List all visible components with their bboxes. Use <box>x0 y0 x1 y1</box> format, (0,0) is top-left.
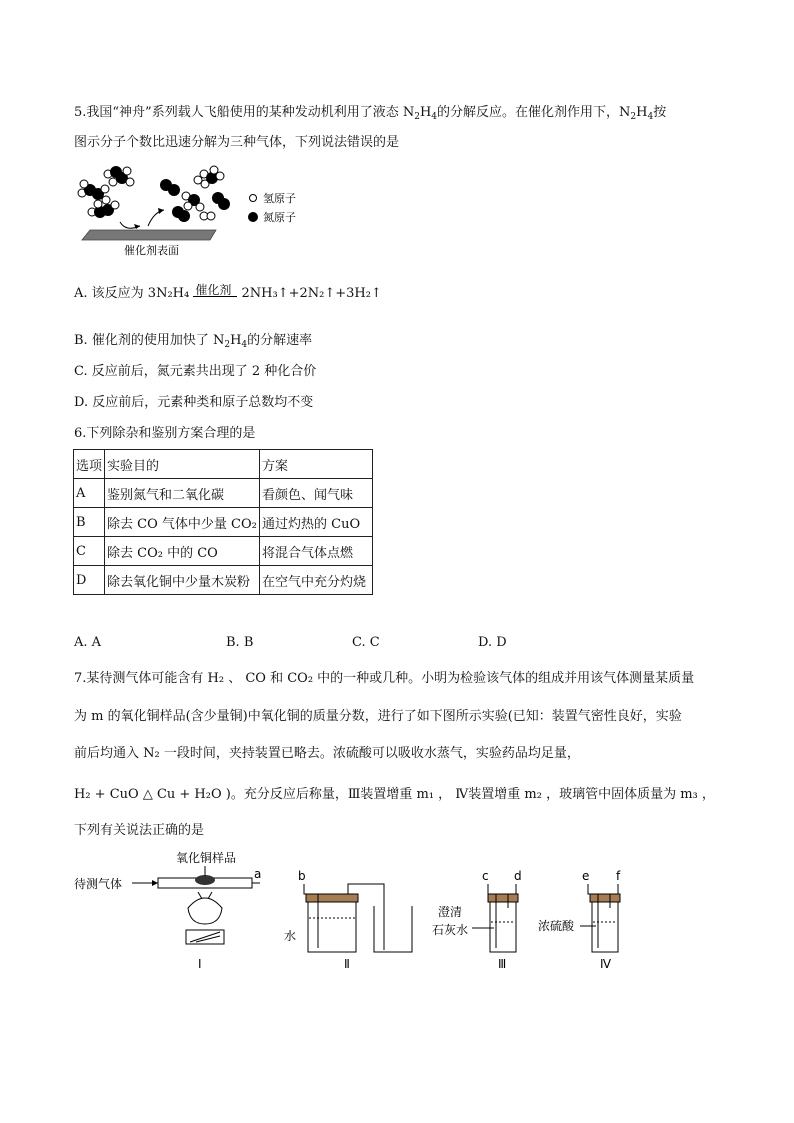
label-e: e <box>582 869 590 883</box>
q7-apparatus-diagram <box>70 848 650 973</box>
label-f: f <box>616 869 621 883</box>
label-water: 水 <box>284 929 297 943</box>
roman-4: Ⅳ <box>600 957 612 971</box>
table-header-row <box>74 450 373 479</box>
q7-line3: 前后均通入 N₂ 一段时间，夹持装置已略去。浓硫酸可以吸收水蒸气，实验药品均足量， <box>74 746 580 761</box>
label-b: b <box>298 869 306 883</box>
q5-stem-text: 的分解反应。在催化剂作用下，N <box>437 105 631 120</box>
table-cell: 在空气中充分灼烧 <box>260 566 373 595</box>
table-header-cell: 方案 <box>260 450 373 479</box>
label-gas: 待测气体 <box>74 877 123 891</box>
option-a-prefix: A. 该反应为 <box>74 286 144 301</box>
q6-option-a: A. A <box>74 635 102 650</box>
q5-reaction-diagram <box>68 160 318 260</box>
q7-line1: 7.某待测气体可能含有 H₂ 、 CO 和 CO₂ 中的一种或几种。小明为检验该气体的组成并用该气体测量某质量 <box>74 671 695 686</box>
q5-stem-text: H <box>636 105 648 120</box>
q5-option-a <box>74 285 382 303</box>
roman-1: Ⅰ <box>198 957 202 971</box>
option-b-text: 的分解速率 <box>247 333 313 348</box>
q6-table <box>73 449 373 595</box>
label-lime-2: 石灰水 <box>432 923 469 937</box>
q5-stem-line2: 图示分子个数比迅速分解为三种气体，下列说法错误的是 <box>74 135 400 150</box>
catalyst-surface-shape <box>82 230 216 240</box>
alcohol-lamp-shape <box>188 898 222 924</box>
table-cell: 除去氧化铜中少量木炭粉 <box>105 566 260 595</box>
bottle-4-shape <box>592 902 618 952</box>
bottle-3-shape <box>490 902 516 952</box>
table-row <box>74 479 373 508</box>
table-cell: D <box>74 566 105 595</box>
table-row <box>74 508 373 537</box>
equation-right: 2NH₃↑+2N₂↑+3H₂↑ <box>241 286 382 301</box>
label-a: a <box>254 867 262 881</box>
table-cell: 除去 CO₂ 中的 CO <box>105 537 260 566</box>
arrow-up-shape <box>148 210 164 226</box>
q5-option-c: C. 反应前后，氮元素共出现了 2 种化合价 <box>74 364 317 379</box>
q7-line2: 为 m 的氧化铜样品(含少量铜)中氧化铜的质量分数，进行了如下图所示实验(已知：装置气密性良好，实验 <box>74 709 682 724</box>
table-header-cell: 选项 <box>74 450 105 479</box>
legend-nitrogen-label: 氮原子 <box>263 211 296 224</box>
q6-option-b: B. B <box>226 635 254 650</box>
q5-option-b: B. 催化剂的使用加快了 $N_2H_4$的分解速率 <box>74 333 313 350</box>
n2h4-molecules <box>78 166 134 218</box>
equation-left: 3N₂H₄ <box>147 286 190 301</box>
roman-2: Ⅱ <box>344 957 350 971</box>
table-cell: C <box>74 537 105 566</box>
label-acid: 浓硫酸 <box>538 919 575 933</box>
q6-option-d: D. D <box>478 635 507 650</box>
label-c: c <box>482 869 489 883</box>
table-cell: 通过灼热的 CuO <box>260 508 373 537</box>
label-lime-1: 澄清 <box>438 905 463 919</box>
product-molecules <box>160 166 230 222</box>
catalyst-label: 催化剂 <box>195 283 232 297</box>
table-cell: 鉴别氮气和二氧化碳 <box>105 479 260 508</box>
option-b-text: H <box>230 333 242 348</box>
q5-stem-line1: 5.我国“神舟”系列载人飞船使用的某种发动机利用了液态 $N_2H_4$的分解反应。在催化剂作用下，$N_2H_4$按 <box>74 105 667 122</box>
roman-3: Ⅲ <box>498 957 507 971</box>
q7-line4: H₂ + CuO △ Cu + H₂O )。充分反应后称量，Ⅲ装置增重 m₁ ， Ⅳ装置增重 m₂ ，玻璃管中固体质量为 m₃ ， <box>74 787 715 802</box>
table-cell: B <box>74 508 105 537</box>
q6-option-c: C. C <box>352 635 380 650</box>
nitrogen-legend-icon <box>248 212 258 222</box>
stopper-shape <box>306 894 358 902</box>
table-row <box>74 537 373 566</box>
legend-hydrogen-label: 氢原子 <box>263 192 296 205</box>
q5-stem-text: 5.我国“神舟”系列载人飞船使用的某种发动机利用了液态 N <box>74 105 415 120</box>
q5-option-d: D. 反应前后，元素种类和原子总数均不变 <box>74 395 314 410</box>
table-cell: 除去 CO 气体中少量 CO₂ <box>105 508 260 537</box>
q5-stem-text: H <box>419 105 432 120</box>
q6-stem: 6.下列除杂和鉴别方案合理的是 <box>74 426 256 441</box>
table-cell: 看颜色、闻气味 <box>260 479 373 508</box>
hydrogen-legend-icon <box>250 195 257 202</box>
q5-stem-text: 按 <box>653 105 667 120</box>
table-header-cell: 实验目的 <box>105 450 260 479</box>
catalyst-surface-label: 催化剂表面 <box>124 244 179 257</box>
q7-line5: 下列有关说法正确的是 <box>74 823 205 838</box>
option-b-text: B. 催化剂的使用加快了 N <box>74 333 225 348</box>
table-row <box>74 566 373 595</box>
cuo-sample-shape <box>195 875 215 885</box>
table-cell: A <box>74 479 105 508</box>
table-cell: 将混合气体点燃 <box>260 537 373 566</box>
label-sample: 氧化铜样品 <box>176 851 237 865</box>
label-d: d <box>514 869 522 883</box>
beaker-shape <box>374 906 412 952</box>
